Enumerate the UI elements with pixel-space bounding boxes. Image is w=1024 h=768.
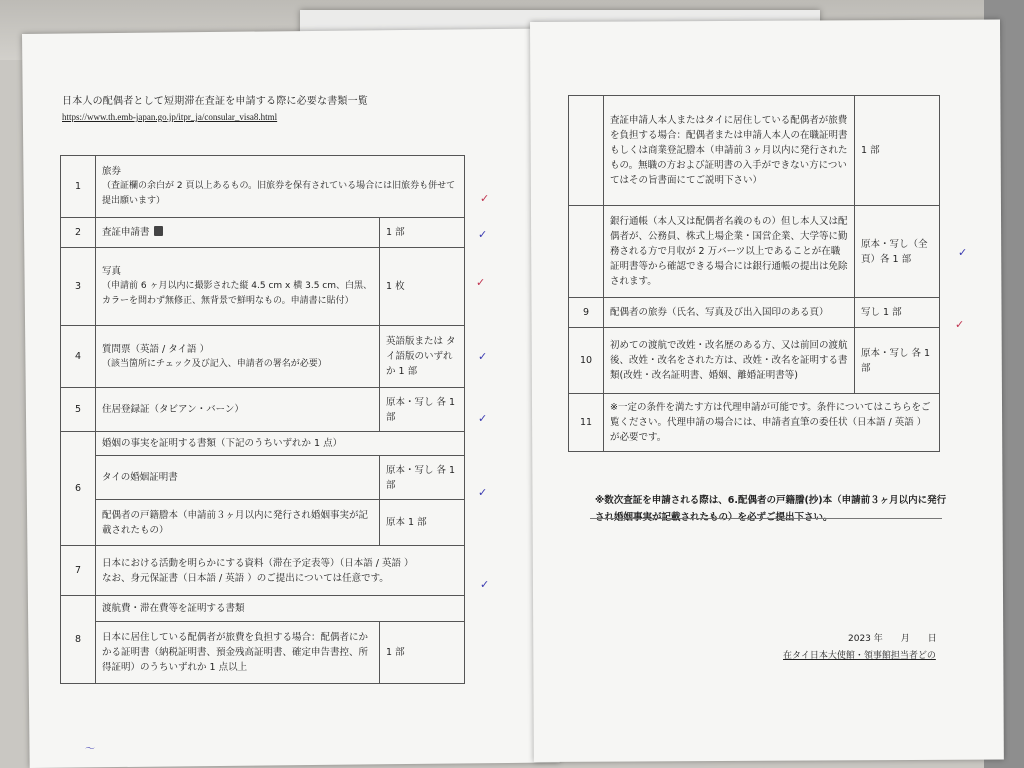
row-item: タイの婚姻証明書 [96, 456, 380, 500]
table-row [61, 156, 465, 218]
handwritten-check-icon: ✓ [476, 276, 486, 289]
row-item: 写真 [102, 266, 122, 277]
row-amount: 原本・写し 各 1 部 [380, 456, 465, 500]
table-row [61, 622, 465, 684]
row-content [96, 546, 465, 596]
date-line: 2023 年 月 日 [848, 634, 937, 644]
row-item: 日本における活動を明らかにする資料（滞在予定表等）（日本語 / 英語 ） [102, 557, 414, 569]
row-header: 渡航費・滞在費等を証明する書類 [96, 596, 465, 622]
row-number [569, 96, 604, 206]
pdf-icon[interactable] [154, 226, 163, 236]
table-row [569, 96, 940, 206]
row-item: 銀行通帳（本人又は配偶者名義のもの）但し本人又は配偶者が、公務員、株式上場企業・国営企業、大学等に勤務される方で月収が 2 万バーツ以上であることが在職証明書等から確認できる場合には銀行通帳の提出は免除されます。 [604, 206, 855, 298]
row-number: 10 [569, 328, 604, 394]
row-number [569, 206, 604, 298]
row-item: 住居登録証（タビアン・バーン） [96, 388, 380, 432]
row-item: 日本に居住している配偶者が旅費を負担する場合：配偶者にかかる証明書（納税証明書、預金残高証明書、確定申告書控、所得証明）のうちいずれか 1 点以上 [96, 622, 380, 684]
row-item: 初めての渡航で改姓・改名歴のある方、又は前回の渡航後、改姓・改名をされた方は、改姓・改名を証明する書類(改姓・改名証明書、婚姻、離婚証明書等) [604, 328, 855, 394]
handwritten-check-icon: ✓ [478, 228, 488, 241]
handwritten-check-icon: ✓ [958, 246, 968, 259]
row-amount: 原本・写し 各 1 部 [855, 328, 940, 394]
handwritten-check-icon: ✓ [478, 486, 488, 499]
row-item: 旅券 [102, 166, 122, 177]
row-amount: 原本・写し（全頁）各 1 部 [855, 206, 940, 298]
row-amount: 1 部 [380, 218, 465, 248]
reference-url[interactable]: https://www.th.emb-japan.go.jp/itpr_ja/consular_visa8.html [62, 112, 278, 122]
row-item: 査証申請人本人またはタイに居住している配偶者が旅費を負担する場合：配偶者または申請人本人の在職証明書もしくは商業登記謄本（申請前３ヶ月以内に発行されたもの。無職の方および証明書の入手ができない方についてはその旨書面にてご説明下さい） [604, 96, 855, 206]
row-detail: （該当箇所にチェック及び記入、申請者の署名が必要） [102, 358, 327, 369]
table-row [61, 248, 465, 326]
row-content [96, 248, 380, 326]
row-amount: 原本 1 部 [380, 500, 465, 546]
row-number: 9 [569, 298, 604, 328]
right-requirements-table [568, 95, 940, 452]
row-content [96, 218, 380, 248]
row-item: 査証申請書 [102, 227, 150, 238]
row-item: ※一定の条件を満たす方は代理申請が可能です。条件についてはこちらをご覧ください。代理申請の場合には、申請者直筆の委任状（日本語 / 英語 ）が必要です。 [604, 394, 940, 452]
handwritten-check-icon: ✓ [478, 412, 488, 425]
row-item: 配偶者の旅券（氏名、写真及び出入国印のある頁） [604, 298, 855, 328]
row-amount: 1 枚 [380, 248, 465, 326]
table-row [61, 432, 465, 456]
row-number: 1 [61, 156, 96, 218]
row-number: 4 [61, 326, 96, 388]
row-content [96, 326, 380, 388]
row-item: 質問票（英語 / タイ語 ） [102, 343, 210, 355]
table-row [61, 388, 465, 432]
table-row [61, 456, 465, 500]
table-row [569, 328, 940, 394]
row-detail: （申請前 6 ヶ月以内に撮影された縦 4.5 cm x 横 3.5 cm、白黒、カラーを問わず無修正、無背景で鮮明なもの。申請書に貼付） [102, 281, 372, 306]
row-number: 3 [61, 248, 96, 326]
handwritten-scribble: ～ [85, 744, 95, 755]
row-amount: 1 部 [855, 96, 940, 206]
table-row [569, 298, 940, 328]
row-number: 8 [61, 596, 96, 684]
handwritten-check-icon: ✓ [480, 578, 490, 591]
row-number: 2 [61, 218, 96, 248]
table-row [61, 326, 465, 388]
handwritten-check-icon: ✓ [478, 350, 488, 363]
multiple-entry-note: ※数次査証を申請される際は、6.配偶者の戸籍謄(抄)本（申請前３ヶ月以内に発行され婚姻事実が記載されたもの）を必ずご提出下さい。 [595, 495, 947, 523]
table-row [569, 206, 940, 298]
row-number: 6 [61, 432, 96, 546]
document-title: 日本人の配偶者として短期滞在査証を申請する際に必要な書類一覧 [62, 96, 368, 107]
note-underline [590, 518, 942, 519]
row-number: 5 [61, 388, 96, 432]
row-header: 婚姻の事実を証明する書類（下記のうちいずれか 1 点） [96, 432, 465, 456]
row-amount: 写し 1 部 [855, 298, 940, 328]
row-amount: 英語版または タイ語版のいずれか 1 部 [380, 326, 465, 388]
row-item: なお、身元保証書（日本語 / 英語 ）のご提出については任意です。 [102, 572, 389, 584]
row-amount: 原本・写し 各 1 部 [380, 388, 465, 432]
row-content [96, 156, 465, 218]
table-row [61, 596, 465, 622]
row-detail: （査証欄の余白が 2 頁以上あるもの。旧旅券を保有されている場合には旧旅券も併せて提出願います） [102, 181, 456, 206]
handwritten-check-icon: ✓ [480, 192, 490, 205]
row-item: 配偶者の戸籍謄本（申請前３ヶ月以内に発行され婚姻事実が記載されたもの） [96, 500, 380, 546]
row-number: 7 [61, 546, 96, 596]
row-number: 11 [569, 394, 604, 452]
left-requirements-table [60, 155, 465, 684]
table-row [61, 546, 465, 596]
handwritten-check-icon: ✓ [955, 318, 965, 331]
signature-line: 在タイ日本大使館・領事館担当者どの [783, 651, 936, 661]
table-row [61, 218, 465, 248]
table-row [61, 500, 465, 546]
table-row [569, 394, 940, 452]
row-amount: 1 部 [380, 622, 465, 684]
